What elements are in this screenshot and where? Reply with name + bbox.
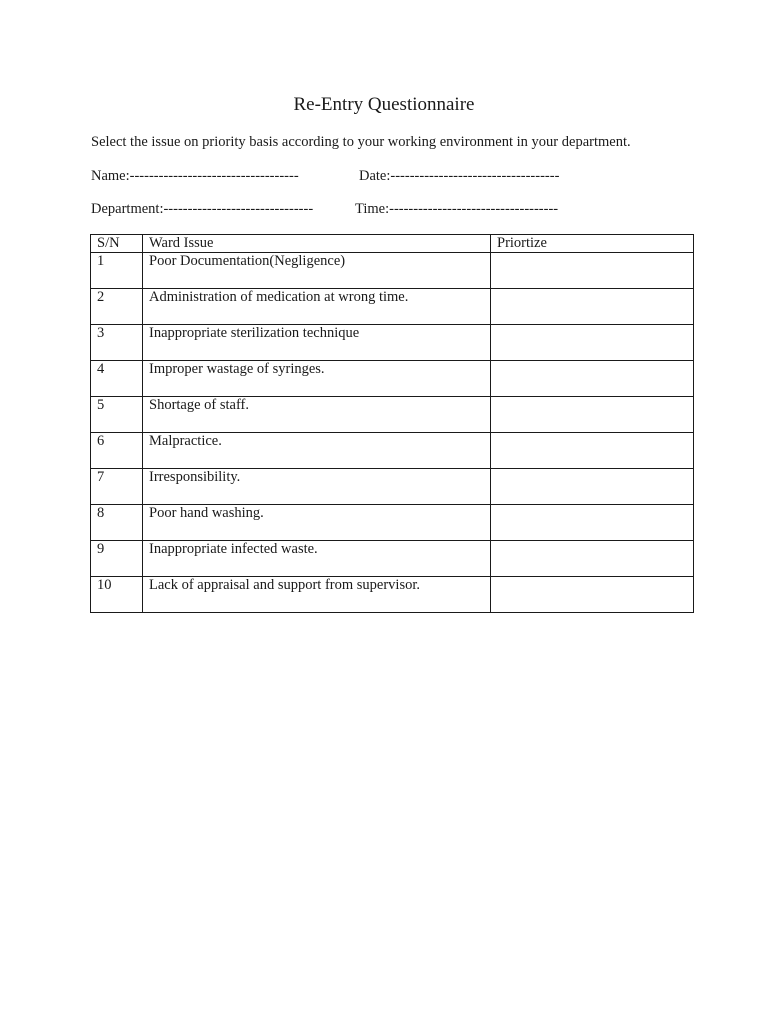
row-issue: Irresponsibility. bbox=[143, 469, 491, 505]
table-row bbox=[91, 361, 694, 397]
row-issue: Inappropriate sterilization technique bbox=[143, 325, 491, 361]
table-row bbox=[91, 469, 694, 505]
row-sn: 6 bbox=[91, 433, 143, 469]
name-field[interactable]: Name:----------------------------------- bbox=[91, 168, 299, 184]
row-issue: Shortage of staff. bbox=[143, 397, 491, 433]
row-priority-cell[interactable] bbox=[491, 577, 694, 613]
time-field[interactable]: Time:----------------------------------- bbox=[355, 201, 559, 217]
row-sn: 7 bbox=[91, 469, 143, 505]
department-field[interactable]: Department:------------------------------- bbox=[91, 201, 314, 217]
row-priority-cell[interactable] bbox=[491, 325, 694, 361]
table-row bbox=[91, 253, 694, 289]
row-priority-cell[interactable] bbox=[491, 541, 694, 577]
row-sn: 10 bbox=[91, 577, 143, 613]
row-sn: 3 bbox=[91, 325, 143, 361]
row-priority-cell[interactable] bbox=[491, 253, 694, 289]
table-row bbox=[91, 541, 694, 577]
row-sn: 9 bbox=[91, 541, 143, 577]
row-sn: 4 bbox=[91, 361, 143, 397]
row-issue: Administration of medication at wrong time. bbox=[143, 289, 491, 325]
row-priority-cell[interactable] bbox=[491, 469, 694, 505]
row-sn: 8 bbox=[91, 505, 143, 541]
header-sn: S/N bbox=[91, 235, 143, 253]
row-issue: Improper wastage of syringes. bbox=[143, 361, 491, 397]
document-title: Re-Entry Questionnaire bbox=[293, 94, 475, 115]
table-row bbox=[91, 433, 694, 469]
ward-issues-table bbox=[90, 234, 694, 613]
date-field[interactable]: Date:----------------------------------- bbox=[359, 168, 560, 184]
row-issue: Lack of appraisal and support from supervisor. bbox=[143, 577, 491, 613]
row-sn: 1 bbox=[91, 253, 143, 289]
row-issue: Poor hand washing. bbox=[143, 505, 491, 541]
header-ward-issue: Ward Issue bbox=[143, 235, 491, 253]
row-issue: Poor Documentation(Negligence) bbox=[143, 253, 491, 289]
table-row bbox=[91, 397, 694, 433]
instruction-text: Select the issue on priority basis according to your working environment in your department. bbox=[91, 134, 631, 150]
table-header-row bbox=[91, 235, 694, 253]
row-issue: Malpractice. bbox=[143, 433, 491, 469]
row-priority-cell[interactable] bbox=[491, 361, 694, 397]
row-priority-cell[interactable] bbox=[491, 289, 694, 325]
table-row bbox=[91, 577, 694, 613]
row-sn: 2 bbox=[91, 289, 143, 325]
row-issue: Inappropriate infected waste. bbox=[143, 541, 491, 577]
row-priority-cell[interactable] bbox=[491, 433, 694, 469]
table-row bbox=[91, 325, 694, 361]
row-priority-cell[interactable] bbox=[491, 505, 694, 541]
row-sn: 5 bbox=[91, 397, 143, 433]
table-row bbox=[91, 289, 694, 325]
table-row bbox=[91, 505, 694, 541]
header-prioritize: Priortize bbox=[491, 235, 694, 253]
row-priority-cell[interactable] bbox=[491, 397, 694, 433]
